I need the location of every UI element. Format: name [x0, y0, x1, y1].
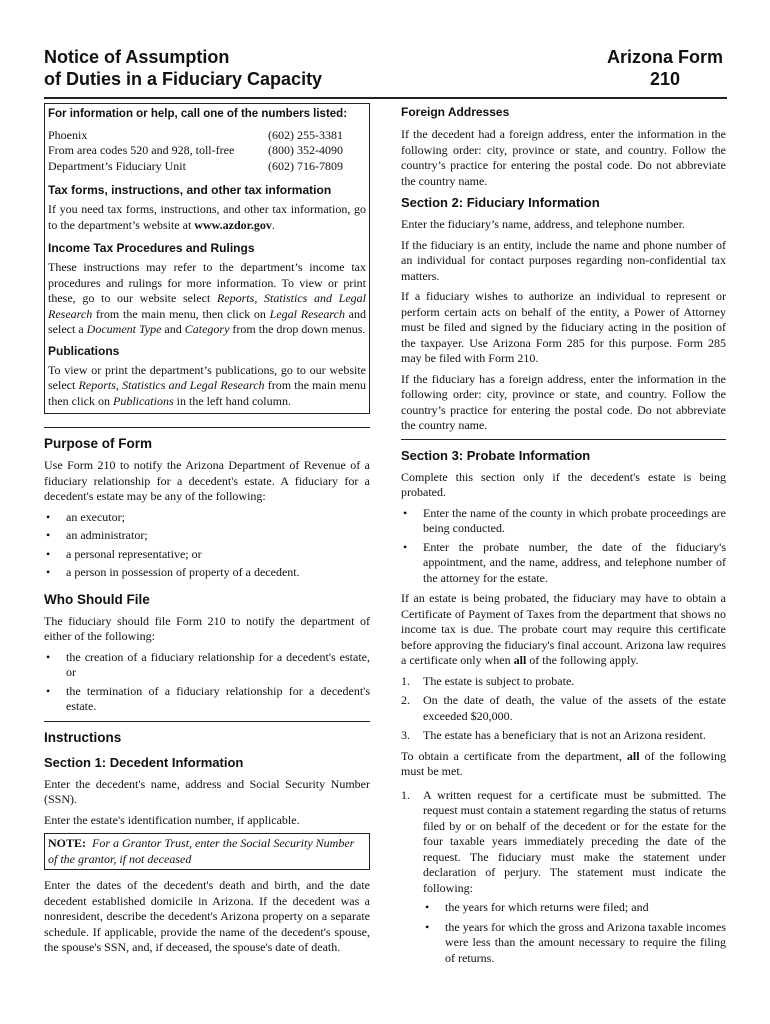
phone-number: (602) 255-3381 — [268, 127, 343, 142]
form-number-value: 210 — [649, 69, 681, 89]
list-item: • Enter the name of the county in which probate proceedings are being conducted. — [401, 506, 726, 537]
right-column — [401, 103, 726, 971]
section-1-heading: Section 1: Decedent Information — [44, 754, 244, 770]
publications-text: To view or print the department’s publications, go to our website select Reports, Statistics and Legal Research from the main menu then click on Publications in the left hand column. — [48, 362, 366, 408]
form-number-label: Arizona Form — [606, 47, 723, 67]
phone-label: Department’s Fiduciary Unit — [48, 158, 186, 173]
form-title-line-2: of Duties in a Fiduciary Capacity — [44, 69, 323, 89]
list-item: • Enter the probate number, the date of the fiduciary's appointment, and the name, address, and telephone number of the attorney for the estate. — [401, 540, 726, 587]
list-item: 2. On the date of death, the value of the assets of the estate exceeded $20,000. — [401, 693, 726, 723]
requirements-intro: To obtain a certificate from the department, all of the following must be met. — [401, 748, 726, 778]
phone-row — [48, 143, 366, 159]
foreign-addresses-heading: Foreign Addresses — [401, 105, 510, 119]
grantor-trust-note — [44, 833, 370, 870]
decedent-dates-text: Enter the dates of the decedent's death and birth, and the date decedent established domicile in Arizona. If the decedent was a nonresident, describe the decedent's Arizona property on a separate schedule. If applicable, provide the name of the decedent's spouse, the spouse's SSN, and, if deceased, the spouse's date of death. — [44, 878, 370, 954]
section-3-p1: Complete this section only if the decedent's estate is being probated. — [401, 469, 726, 499]
publications-heading: Publications — [48, 343, 120, 358]
instructions-heading: Instructions — [44, 729, 122, 745]
note-text: For a Grantor Trust, enter the Social Security Number of the grantor, if not deceased — [48, 836, 355, 866]
who-should-file-text: The fiduciary should file Form 210 to notify the department of either of the following: — [44, 613, 370, 643]
phone-number: (800) 352-4090 — [268, 143, 343, 157]
list-item: 1. A written request for a certificate must be submitted. The request must contain a statement regarding the status of returns filed by or on behalf of the decedent or for the estate for the four taxable years immediately preceding the date of the request. The fiduciary must make the statement under declaration of perjury. The statement must indicate the following: • the years for which returns were filed; and • the years for which the gross and Arizona taxable incomes were less than the amount necessary to require the filing of returns. — [401, 788, 726, 967]
section-2-p2: If the fiduciary is an entity, include the name and phone number of an individual for contact purposes regarding non-confidential tax matters. — [401, 237, 726, 283]
section-2-heading: Section 2: Fiduciary Information — [401, 195, 600, 210]
phone-row — [48, 128, 366, 144]
form-title-line-1: Notice of Assumption — [44, 47, 230, 67]
form-number — [607, 46, 723, 90]
list-item: • an executor; — [44, 510, 370, 526]
phone-label: From area codes 520 and 928, toll-free — [48, 143, 235, 157]
statement-sublist — [423, 900, 726, 966]
conditions-list — [401, 674, 726, 744]
phone-label: Phoenix — [48, 127, 88, 142]
help-heading: For information or help, call one of the numbers listed: — [48, 108, 348, 120]
estate-id-text: Enter the estate's identification number, if applicable. — [44, 812, 300, 827]
purpose-text: Use Form 210 to notify the Arizona Department of Revenue of a fiduciary relationship for a decedent's estate. A fiduciary for a decedent's estate may be any of the following: — [44, 458, 370, 503]
procedures-heading: Income Tax Procedures and Rulings — [48, 241, 255, 255]
note-label: NOTE: — [48, 836, 87, 850]
list-item: • the creation of a fiduciary relationship for a decedent's estate, or — [44, 650, 370, 681]
section-3-heading: Section 3: Probate Information — [401, 447, 591, 463]
requirements-list — [401, 788, 726, 967]
procedures-text: These instructions may refer to the department’s income tax procedures and rulings for more information. To view or print these, go to our website select Reports, Statistics and Legal Research from the main menu, then click on Legal Research and select a Document Type and Category from the drop down menus. — [48, 260, 367, 336]
list-item: • a personal representative; or — [44, 547, 370, 563]
fiduciary-types-list — [44, 510, 370, 581]
list-item: 3. The estate has a beneficiary that is not an Arizona resident. — [401, 728, 706, 742]
header-divider — [44, 97, 727, 99]
foreign-addresses-text: If the decedent had a foreign address, enter the information in the following order: city, province or state, and country. Follow the country’s practice for entering the postal code. Do not abbreviate the country name. — [401, 127, 726, 188]
decedent-info-text: Enter the decedent's name, address and Social Security Number (SSN). — [44, 776, 370, 806]
form-title — [44, 46, 404, 90]
list-item: • the years for which returns were filed; and — [423, 900, 726, 916]
instructions-section — [44, 721, 370, 956]
left-column — [44, 103, 370, 961]
section-2-p1: Enter the fiduciary’s name, address, and telephone number. — [401, 217, 685, 231]
phone-number: (602) 716-7809 — [268, 158, 343, 173]
section-2-p4: If the fiduciary has a foreign address, enter the information in the following order: city, province or state, and country. Follow the country’s practice for entering the postal code. Do not abbreviate the country name. — [401, 371, 726, 432]
list-item: 1. The estate is subject to probate. — [401, 673, 575, 688]
list-item: • the years for which the gross and Arizona taxable incomes were less than the amount necessary to require the filing of returns. — [423, 920, 726, 967]
section-3 — [401, 439, 726, 967]
help-info-box — [44, 103, 370, 414]
purpose-section — [44, 427, 370, 581]
who-should-file-heading: Who Should File — [44, 591, 150, 607]
list-item: • a person in possession of property of a decedent. — [44, 565, 370, 581]
section-2-p3: If a fiduciary wishes to authorize an individual to represent or perform certain acts on behalf of the entity, a Power of Attorney must be filed and signed by the fiduciary acting in the position of the taxpayer. Use Arizona Form 285 for this purpose. Form 285 may be filed with Form 210. — [401, 289, 726, 365]
list-item: • an administrator; — [44, 528, 370, 544]
phone-row — [48, 159, 366, 175]
tax-forms-heading: Tax forms, instructions, and other tax information — [48, 183, 332, 197]
probate-list — [401, 506, 726, 587]
tax-forms-text: If you need tax forms, instructions, and other tax information, go to the department’s website at www.azdor.gov. — [48, 202, 366, 232]
who-should-file-list — [44, 650, 370, 715]
list-item: • the termination of a fiduciary relationship for a decedent's estate. — [44, 684, 370, 715]
purpose-heading: Purpose of Form — [44, 436, 153, 451]
website-link[interactable]: www.azdor.gov — [194, 217, 272, 232]
certificate-text: If an estate is being probated, the fiduciary may have to obtain a Certificate of Payment of Taxes from the department that shows no income tax is due. The probate court may require this certificate before approving the fiduciary's final account. Arizona law requires a certificate only when all of the following apply. — [401, 591, 726, 667]
